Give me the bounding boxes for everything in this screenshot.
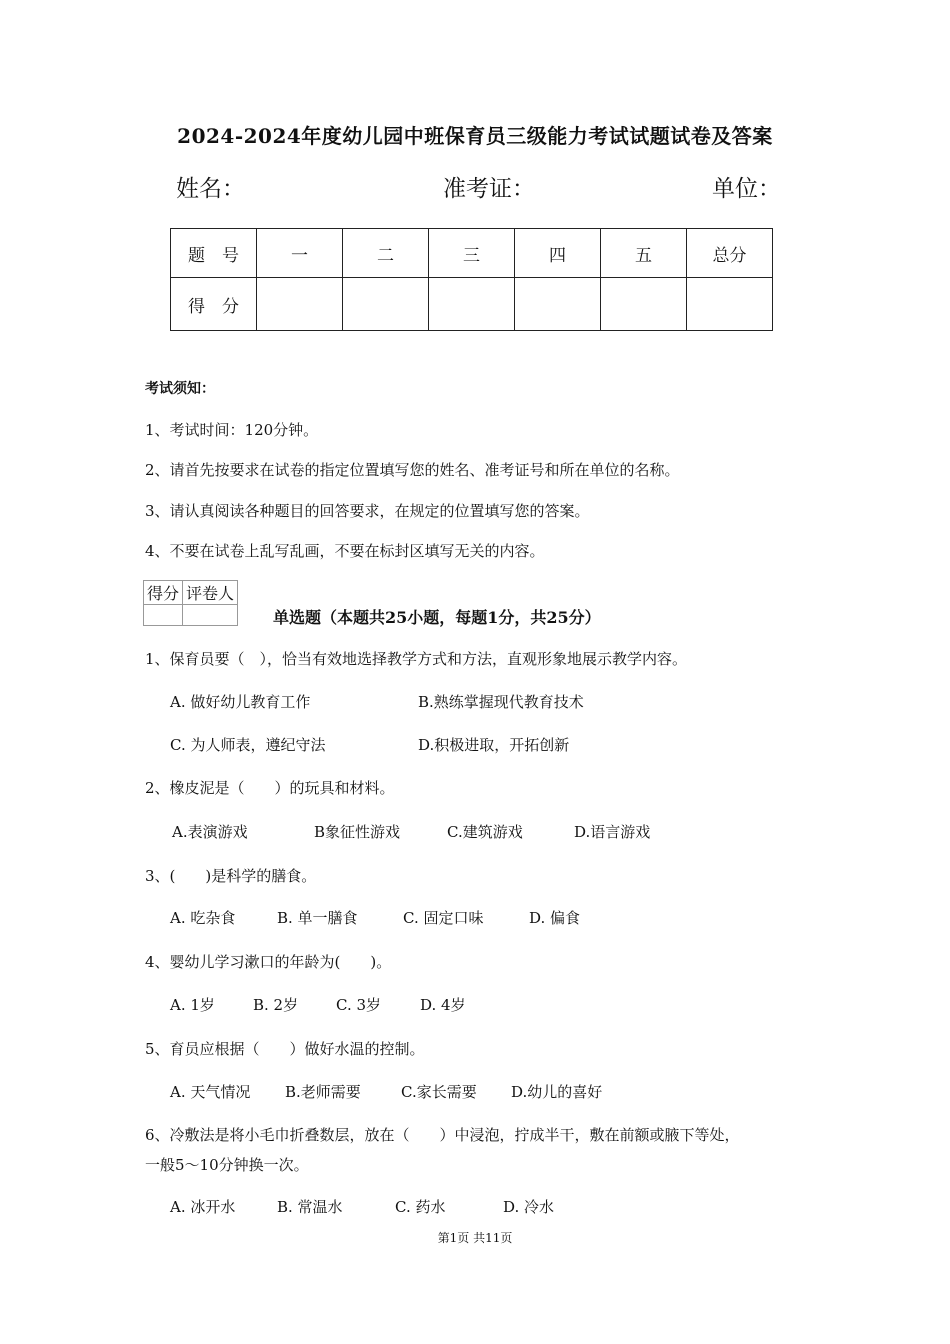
question-option: B. 单一膳食 (277, 909, 358, 927)
question-option: C.家长需要 (401, 1083, 477, 1101)
question-option: D. 偏食 (529, 909, 581, 927)
score-table-header-row (171, 229, 773, 278)
question-stem: 4、婴幼儿学习漱口的年龄为( )。 (145, 953, 392, 971)
grader-score-label: 得分 (144, 581, 183, 605)
score-table-score-row (171, 278, 773, 331)
question-option: B. 常温水 (277, 1198, 343, 1216)
page-footer: 第1页 共11页 (437, 1231, 513, 1245)
question-option: D.语言游戏 (574, 823, 651, 841)
question-stem: 2、橡皮泥是（ ）的玩具和材料。 (145, 779, 395, 797)
question-stem-continued: 一般5～10分钟换一次。 (145, 1156, 309, 1174)
question-option: D.幼儿的喜好 (511, 1083, 603, 1101)
exam-id-label: 准考证： (443, 176, 535, 202)
note-item: 2、请首先按要求在试卷的指定位置填写您的姓名、准考证号和所在单位的名称。 (145, 461, 680, 479)
question-option: B. 2岁 (253, 996, 299, 1014)
score-table-header-cell: 二 (343, 229, 429, 278)
question-option: C. 为人师表，遵纪守法 (170, 736, 326, 754)
section-title: 单选题（本题共25小题，每题1分，共25分） (273, 608, 601, 627)
score-cell (687, 278, 773, 331)
question-stem: 6、冷敷法是将小毛巾折叠数层，放在（ ）中浸泡，拧成半干，敷在前额或腋下等处， (145, 1126, 740, 1144)
question-option: B.老师需要 (285, 1083, 361, 1101)
score-cell (601, 278, 687, 331)
score-row-label: 得 分 (171, 278, 257, 331)
grader-score-cell (144, 605, 183, 626)
question-option: B.熟练掌握现代教育技术 (418, 693, 584, 711)
notes-title: 考试须知： (145, 381, 215, 397)
score-table-header-cell: 题 号 (171, 229, 257, 278)
score-table-header-cell: 总分 (687, 229, 773, 278)
name-label: 姓名： (176, 176, 245, 202)
question-option: A. 冰开水 (170, 1198, 236, 1216)
question-option: A. 天气情况 (170, 1083, 251, 1101)
grader-reviewer-cell (183, 605, 238, 626)
grader-reviewer-label: 评卷人 (183, 581, 238, 605)
question-option: C. 固定口味 (403, 909, 484, 927)
score-table (170, 228, 773, 331)
question-option: D. 冷水 (503, 1198, 555, 1216)
score-table-header-cell: 四 (515, 229, 601, 278)
question-stem: 3、( )是科学的膳食。 (145, 867, 317, 885)
question-stem: 1、保育员要（ ），恰当有效地选择教学方式和方法，直观形象地展示教学内容。 (145, 650, 688, 668)
question-option: D. 4岁 (420, 996, 466, 1014)
page-title: 2024-2024年度幼儿园中班保育员三级能力考试试题试卷及答案 (177, 124, 773, 148)
question-stem: 5、育员应根据（ ）做好水温的控制。 (145, 1040, 425, 1058)
question-option: B象征性游戏 (314, 823, 401, 841)
question-option: A. 吃杂食 (170, 909, 236, 927)
score-cell (429, 278, 515, 331)
note-item: 4、不要在试卷上乱写乱画，不要在标封区填写无关的内容。 (145, 542, 545, 560)
score-cell (343, 278, 429, 331)
note-item: 1、考试时间：120分钟。 (145, 421, 319, 439)
question-option: A. 1岁 (170, 996, 215, 1014)
question-option: A. 做好幼儿教育工作 (170, 693, 311, 711)
score-table-header-cell: 五 (601, 229, 687, 278)
grader-table (143, 580, 238, 626)
question-option: D.积极进取，开拓创新 (418, 736, 570, 754)
question-option: A.表演游戏 (172, 823, 248, 841)
question-option: C.建筑游戏 (447, 823, 523, 841)
score-table-header-cell: 三 (429, 229, 515, 278)
unit-label: 单位： (712, 176, 781, 202)
score-cell (515, 278, 601, 331)
score-cell (257, 278, 343, 331)
note-item: 3、请认真阅读各种题目的回答要求，在规定的位置填写您的答案。 (145, 502, 590, 520)
score-table-header-cell: 一 (257, 229, 343, 278)
question-option: C. 3岁 (336, 996, 382, 1014)
question-option: C. 药水 (395, 1198, 446, 1216)
